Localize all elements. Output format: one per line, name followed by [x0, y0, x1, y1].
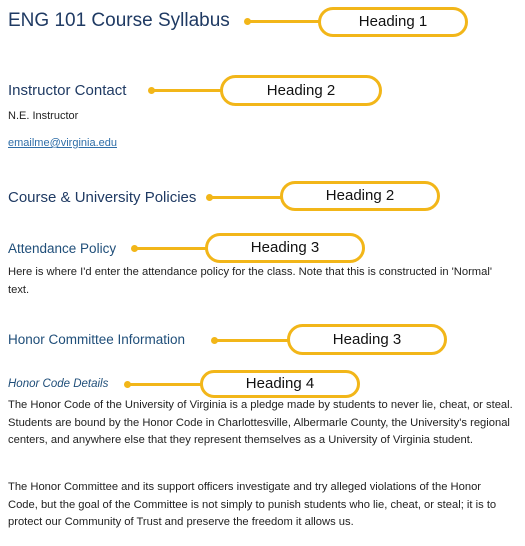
- heading-2-callout: Heading 2: [280, 181, 440, 211]
- instructor-name: N.E. Instructor: [8, 110, 79, 122]
- honor-committee-heading: Honor Committee Information: [8, 332, 186, 347]
- heading-2-callout: Heading 2: [220, 75, 382, 106]
- callout-connector: [217, 339, 289, 342]
- callout-connector: [137, 247, 207, 250]
- honor-code-details-heading: Honor Code Details: [8, 378, 109, 390]
- callout-connector: [130, 383, 202, 386]
- document-title: ENG 101 Course Syllabus: [8, 10, 230, 31]
- honor-code-paragraph-2: The Honor Committee and its support officers investigate and try alleged violations of the Honor Code, but the goal of the Committee is not simply to punish students who lie, cheat, or steal; it is to protect our Community of Trust and preserve the freedom it allows us.: [8, 481, 497, 528]
- attendance-policy-text: Here is where I'd enter the attendance policy for the class. Note that this is constructed in 'Normal' text.: [8, 266, 492, 296]
- instructor-contact-heading: Instructor Contact: [8, 82, 127, 99]
- callout-connector: [250, 20, 320, 23]
- callout-connector: [212, 196, 282, 199]
- heading-3-callout: Heading 3: [287, 324, 447, 355]
- heading-1-callout: Heading 1: [318, 7, 468, 37]
- honor-code-paragraph-1: The Honor Code of the University of Virginia is a pledge made by students to never lie, cheat, or steal. Students are bound by the Honor Code in Charlottesville, Albermarle County, the University's regional centers, and anywhere else that they represent themselves as a University of Virginia student.: [8, 399, 513, 446]
- attendance-policy-heading: Attendance Policy: [8, 241, 117, 256]
- instructor-email-link[interactable]: emailme@virginia.edu: [8, 137, 117, 149]
- heading-3-callout: Heading 3: [205, 233, 365, 263]
- heading-4-callout: Heading 4: [200, 370, 360, 398]
- policies-heading: Course & University Policies: [8, 189, 197, 206]
- callout-connector: [154, 89, 222, 92]
